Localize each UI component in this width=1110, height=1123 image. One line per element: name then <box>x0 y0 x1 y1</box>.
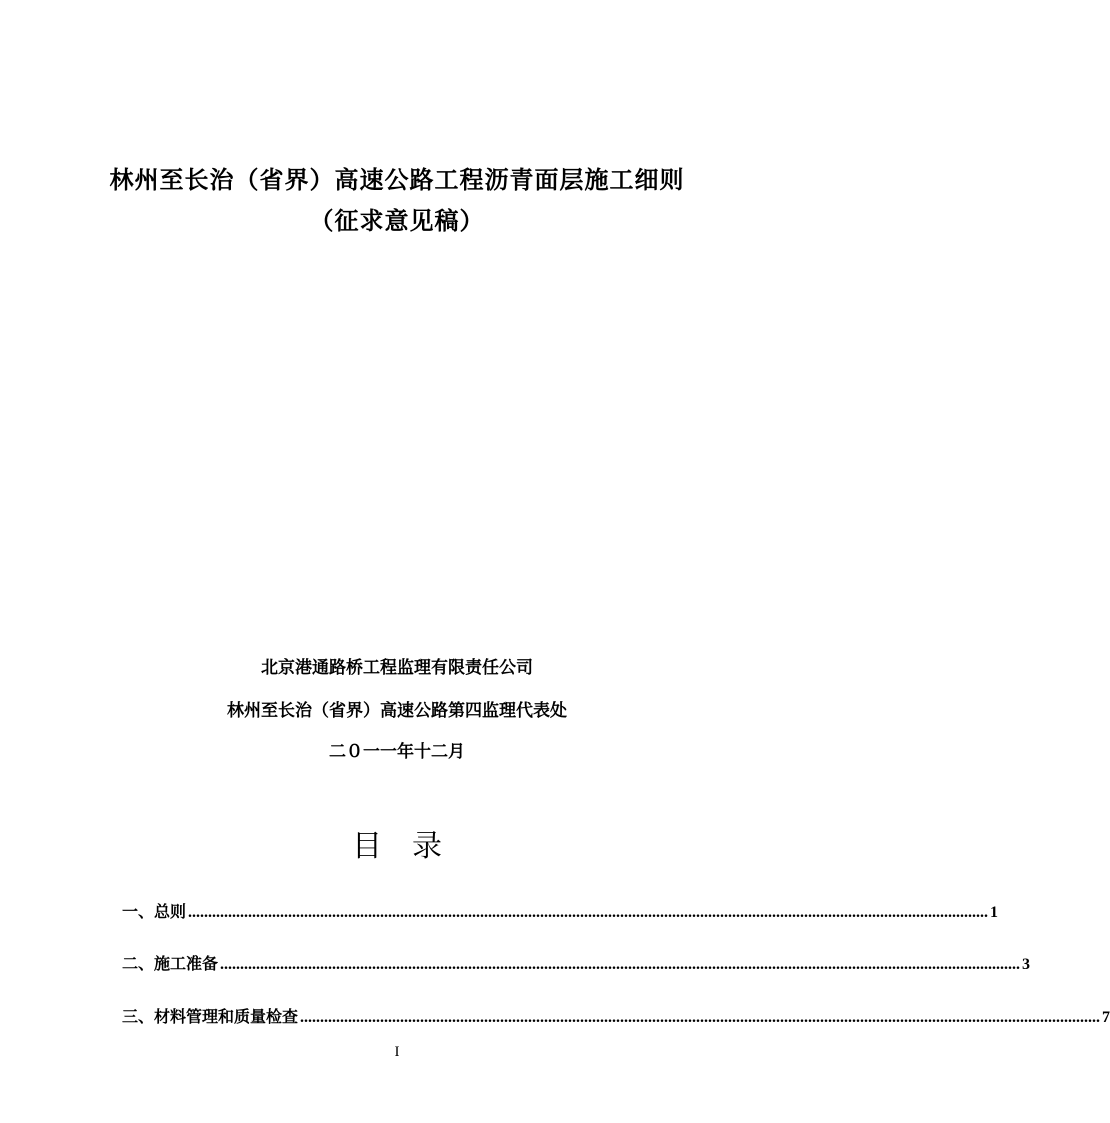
toc-leader-dots: ........................................................................................................................................................................................................ <box>188 904 989 921</box>
toc-entry[interactable] <box>122 952 1031 976</box>
toc-leader-dots: ........................................................................................................................................................................................................ <box>300 1009 1101 1026</box>
toc-entry-page: 3 <box>1022 956 1031 973</box>
toc-entry-page: 1 <box>990 904 999 921</box>
organization-name: 北京港通路桥工程监理有限责任公司 <box>261 658 533 678</box>
toc-entry[interactable] <box>122 1005 1110 1029</box>
page-number: I <box>394 1044 400 1060</box>
toc-entry-page: 7 <box>1102 1009 1110 1026</box>
document-date: 二０一一年十二月 <box>329 742 465 762</box>
office-name: 林州至长治（省界）高速公路第四监理代表处 <box>227 701 567 721</box>
toc-entry-label: 三、材料管理和质量检查 <box>122 1007 299 1026</box>
toc-leader-dots: ........................................................................................................................................................................................................ <box>220 956 1021 973</box>
document-subtitle: （征求意见稿） <box>309 207 485 235</box>
toc-heading: 目录 <box>352 829 472 864</box>
document-title: 林州至长治（省界）高速公路工程沥青面层施工细则 <box>109 166 685 194</box>
toc-entry-label: 一、总则 <box>122 902 187 921</box>
toc-entry[interactable] <box>122 900 999 924</box>
toc-entry-label: 二、施工准备 <box>122 954 219 973</box>
